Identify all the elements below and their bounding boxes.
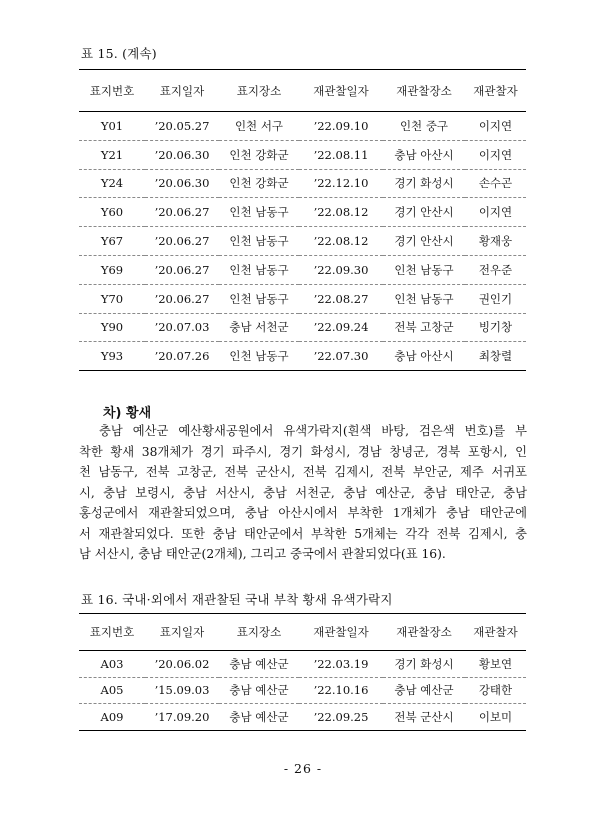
cell-band-date: ’20.06.27 [154, 234, 210, 249]
header-band-date: 표지일자 [159, 83, 205, 98]
page-number: - 26 - [283, 761, 323, 776]
header-observer: 재관찰자 [473, 83, 518, 98]
table-16-body [79, 651, 526, 731]
cell-band-number: A09 [100, 709, 124, 724]
cell-band-place: 충남 예산군 [229, 656, 289, 671]
cell-band-date: ’20.06.30 [154, 176, 210, 191]
paragraph-line: 천 남동구, 전북 고창군, 전북 군산시, 전북 김제시, 전북 부안군, 제주 서귀포 [79, 465, 527, 479]
cell-resight-place: 전북 고창군 [394, 320, 454, 335]
table-row [79, 704, 526, 731]
cell-band-number: Y24 [100, 176, 124, 191]
paragraph-line: 홍성군에서 재관찰되었으며, 충남 아산시에서 부착한 1개체가 충남 태안군에 [79, 506, 527, 520]
paragraph-line: 서 재관찰되었다. 또한 충남 태안군에서 부착한 5개체는 각각 전북 김제시, 충 [79, 526, 527, 541]
cell-resight-place: 경기 화성시 [394, 176, 454, 191]
table-15 [79, 69, 526, 371]
cell-band-date: ’20.06.30 [154, 147, 210, 162]
header-band-number: 표지번호 [89, 625, 135, 639]
cell-band-place: 충남 예산군 [229, 683, 289, 698]
cell-band-number: Y01 [100, 118, 124, 133]
cell-band-place: 충남 서천군 [229, 320, 289, 335]
cell-resight-place: 인천 남동구 [394, 291, 454, 306]
cell-band-place: 충남 예산군 [229, 709, 289, 724]
table-15-caption: 표 15. (계속) [81, 46, 157, 61]
header-band-number: 표지번호 [89, 83, 135, 98]
table-header-row [79, 614, 526, 651]
cell-band-place: 인천 강화군 [229, 176, 289, 191]
cell-resight-date: ’22.09.30 [313, 262, 369, 277]
header-band-date: 표지일자 [159, 625, 205, 639]
table-header-row [79, 70, 526, 112]
cell-resight-date: ’22.08.11 [313, 147, 369, 162]
cell-band-place: 인천 강화군 [229, 147, 289, 162]
header-resight-date: 재관찰일자 [313, 83, 369, 98]
header-observer: 재관찰자 [473, 625, 518, 639]
cell-resight-date: ’22.08.12 [313, 205, 369, 220]
cell-band-number: Y93 [100, 349, 124, 364]
cell-resight-place: 인천 남동구 [394, 262, 454, 277]
cell-resight-date: ’22.09.24 [313, 320, 369, 335]
cell-observer: 황재웅 [478, 234, 513, 249]
paragraph-line: 시, 충남 보령시, 충남 서산시, 충남 서천군, 충남 예산군, 충남 태안군, 충남 [79, 485, 527, 500]
table-16-caption: 표 16. 국내·외에서 재관찰된 국내 부착 황새 유색가락지 [81, 592, 393, 607]
cell-resight-place: 경기 화성시 [394, 656, 454, 671]
cell-resight-place: 경기 안산시 [394, 205, 454, 220]
cell-resight-date: ’22.09.25 [313, 709, 369, 724]
cell-band-number: A05 [100, 683, 124, 698]
cell-observer: 손수곤 [478, 176, 513, 191]
cell-band-number: A03 [100, 656, 124, 671]
cell-band-place: 인천 남동구 [229, 349, 289, 364]
header-resight-place: 재관찰장소 [396, 83, 452, 98]
table-row [79, 342, 526, 371]
cell-resight-place: 충남 예산군 [394, 683, 454, 698]
paragraph-line: 착한 황새 38개체가 경기 파주시, 경기 화성시, 경남 창녕군, 경북 포항시, 인 [79, 444, 527, 459]
cell-resight-place: 경기 안산시 [394, 234, 454, 249]
cell-observer: 이지연 [478, 118, 513, 133]
header-resight-place: 재관찰장소 [396, 625, 452, 639]
cell-resight-date: ’22.09.10 [313, 118, 369, 133]
cell-observer: 이지연 [478, 147, 513, 162]
table-row [79, 227, 526, 256]
cell-band-place: 인천 남동구 [229, 205, 289, 220]
cell-resight-date: ’22.08.27 [313, 291, 369, 306]
table-15-body [79, 112, 526, 371]
cell-band-date: ’20.06.27 [154, 291, 210, 306]
table-row [79, 198, 526, 227]
cell-observer: 전우준 [478, 262, 513, 277]
cell-observer: 황보연 [478, 656, 513, 671]
stork-paragraph [79, 421, 527, 565]
table-row [79, 112, 526, 141]
cell-band-date: ’20.06.27 [154, 262, 210, 277]
cell-band-date: ’20.05.27 [154, 118, 210, 133]
paragraph-line: 남 서산시, 충남 태안군(2개체), 그리고 중국에서 관찰되었다(표 16). [79, 547, 446, 561]
table-row [79, 140, 526, 169]
cell-observer: 이보미 [478, 709, 513, 724]
cell-resight-date: ’22.08.12 [313, 234, 369, 249]
cell-resight-place: 충남 아산시 [394, 349, 454, 364]
cell-band-number: Y60 [100, 205, 124, 220]
cell-resight-date: ’22.12.10 [313, 176, 369, 191]
cell-band-place: 인천 남동구 [229, 234, 289, 249]
table-16 [79, 613, 526, 731]
section-heading-stork: 차) 황새 [103, 406, 152, 421]
cell-band-number: Y21 [100, 147, 124, 162]
header-resight-date: 재관찰일자 [313, 625, 369, 639]
cell-band-date: ’20.07.26 [154, 349, 210, 364]
cell-band-number: Y67 [100, 234, 124, 249]
table-row [79, 313, 526, 342]
cell-resight-date: ’22.07.30 [313, 349, 369, 364]
cell-band-date: ’20.06.02 [154, 656, 210, 671]
table-row [79, 169, 526, 198]
paragraph-line: 충남 예산군 예산황새공원에서 유색가락지(흰색 바탕, 검은색 번호)를 부 [99, 424, 527, 438]
table-row [79, 651, 526, 678]
cell-observer: 빙기창 [478, 320, 513, 335]
cell-band-date: ’20.06.27 [154, 205, 210, 220]
header-band-place: 표지장소 [236, 83, 282, 98]
cell-resight-date: ’22.10.16 [313, 683, 369, 698]
cell-band-place: 인천 서구 [234, 118, 284, 133]
cell-resight-place: 인천 중구 [399, 118, 449, 133]
cell-band-number: Y70 [100, 291, 124, 306]
cell-resight-place: 충남 아산시 [394, 147, 454, 162]
cell-resight-place: 전북 군산시 [394, 709, 454, 724]
cell-band-number: Y90 [100, 320, 124, 335]
cell-band-date: ’20.07.03 [154, 320, 210, 335]
table-row [79, 284, 526, 313]
table-row [79, 677, 526, 704]
cell-band-number: Y69 [100, 262, 124, 277]
cell-observer: 권인기 [478, 291, 513, 306]
cell-resight-date: ’22.03.19 [313, 656, 369, 671]
cell-observer: 이지연 [478, 205, 513, 220]
cell-band-place: 인천 남동구 [229, 262, 289, 277]
table-row [79, 255, 526, 284]
cell-band-date: ’15.09.03 [154, 683, 210, 698]
cell-observer: 최창렬 [478, 349, 513, 364]
header-band-place: 표지장소 [236, 625, 282, 639]
cell-observer: 강태한 [478, 683, 513, 698]
cell-band-place: 인천 남동구 [229, 291, 289, 306]
cell-band-date: ’17.09.20 [154, 709, 210, 724]
